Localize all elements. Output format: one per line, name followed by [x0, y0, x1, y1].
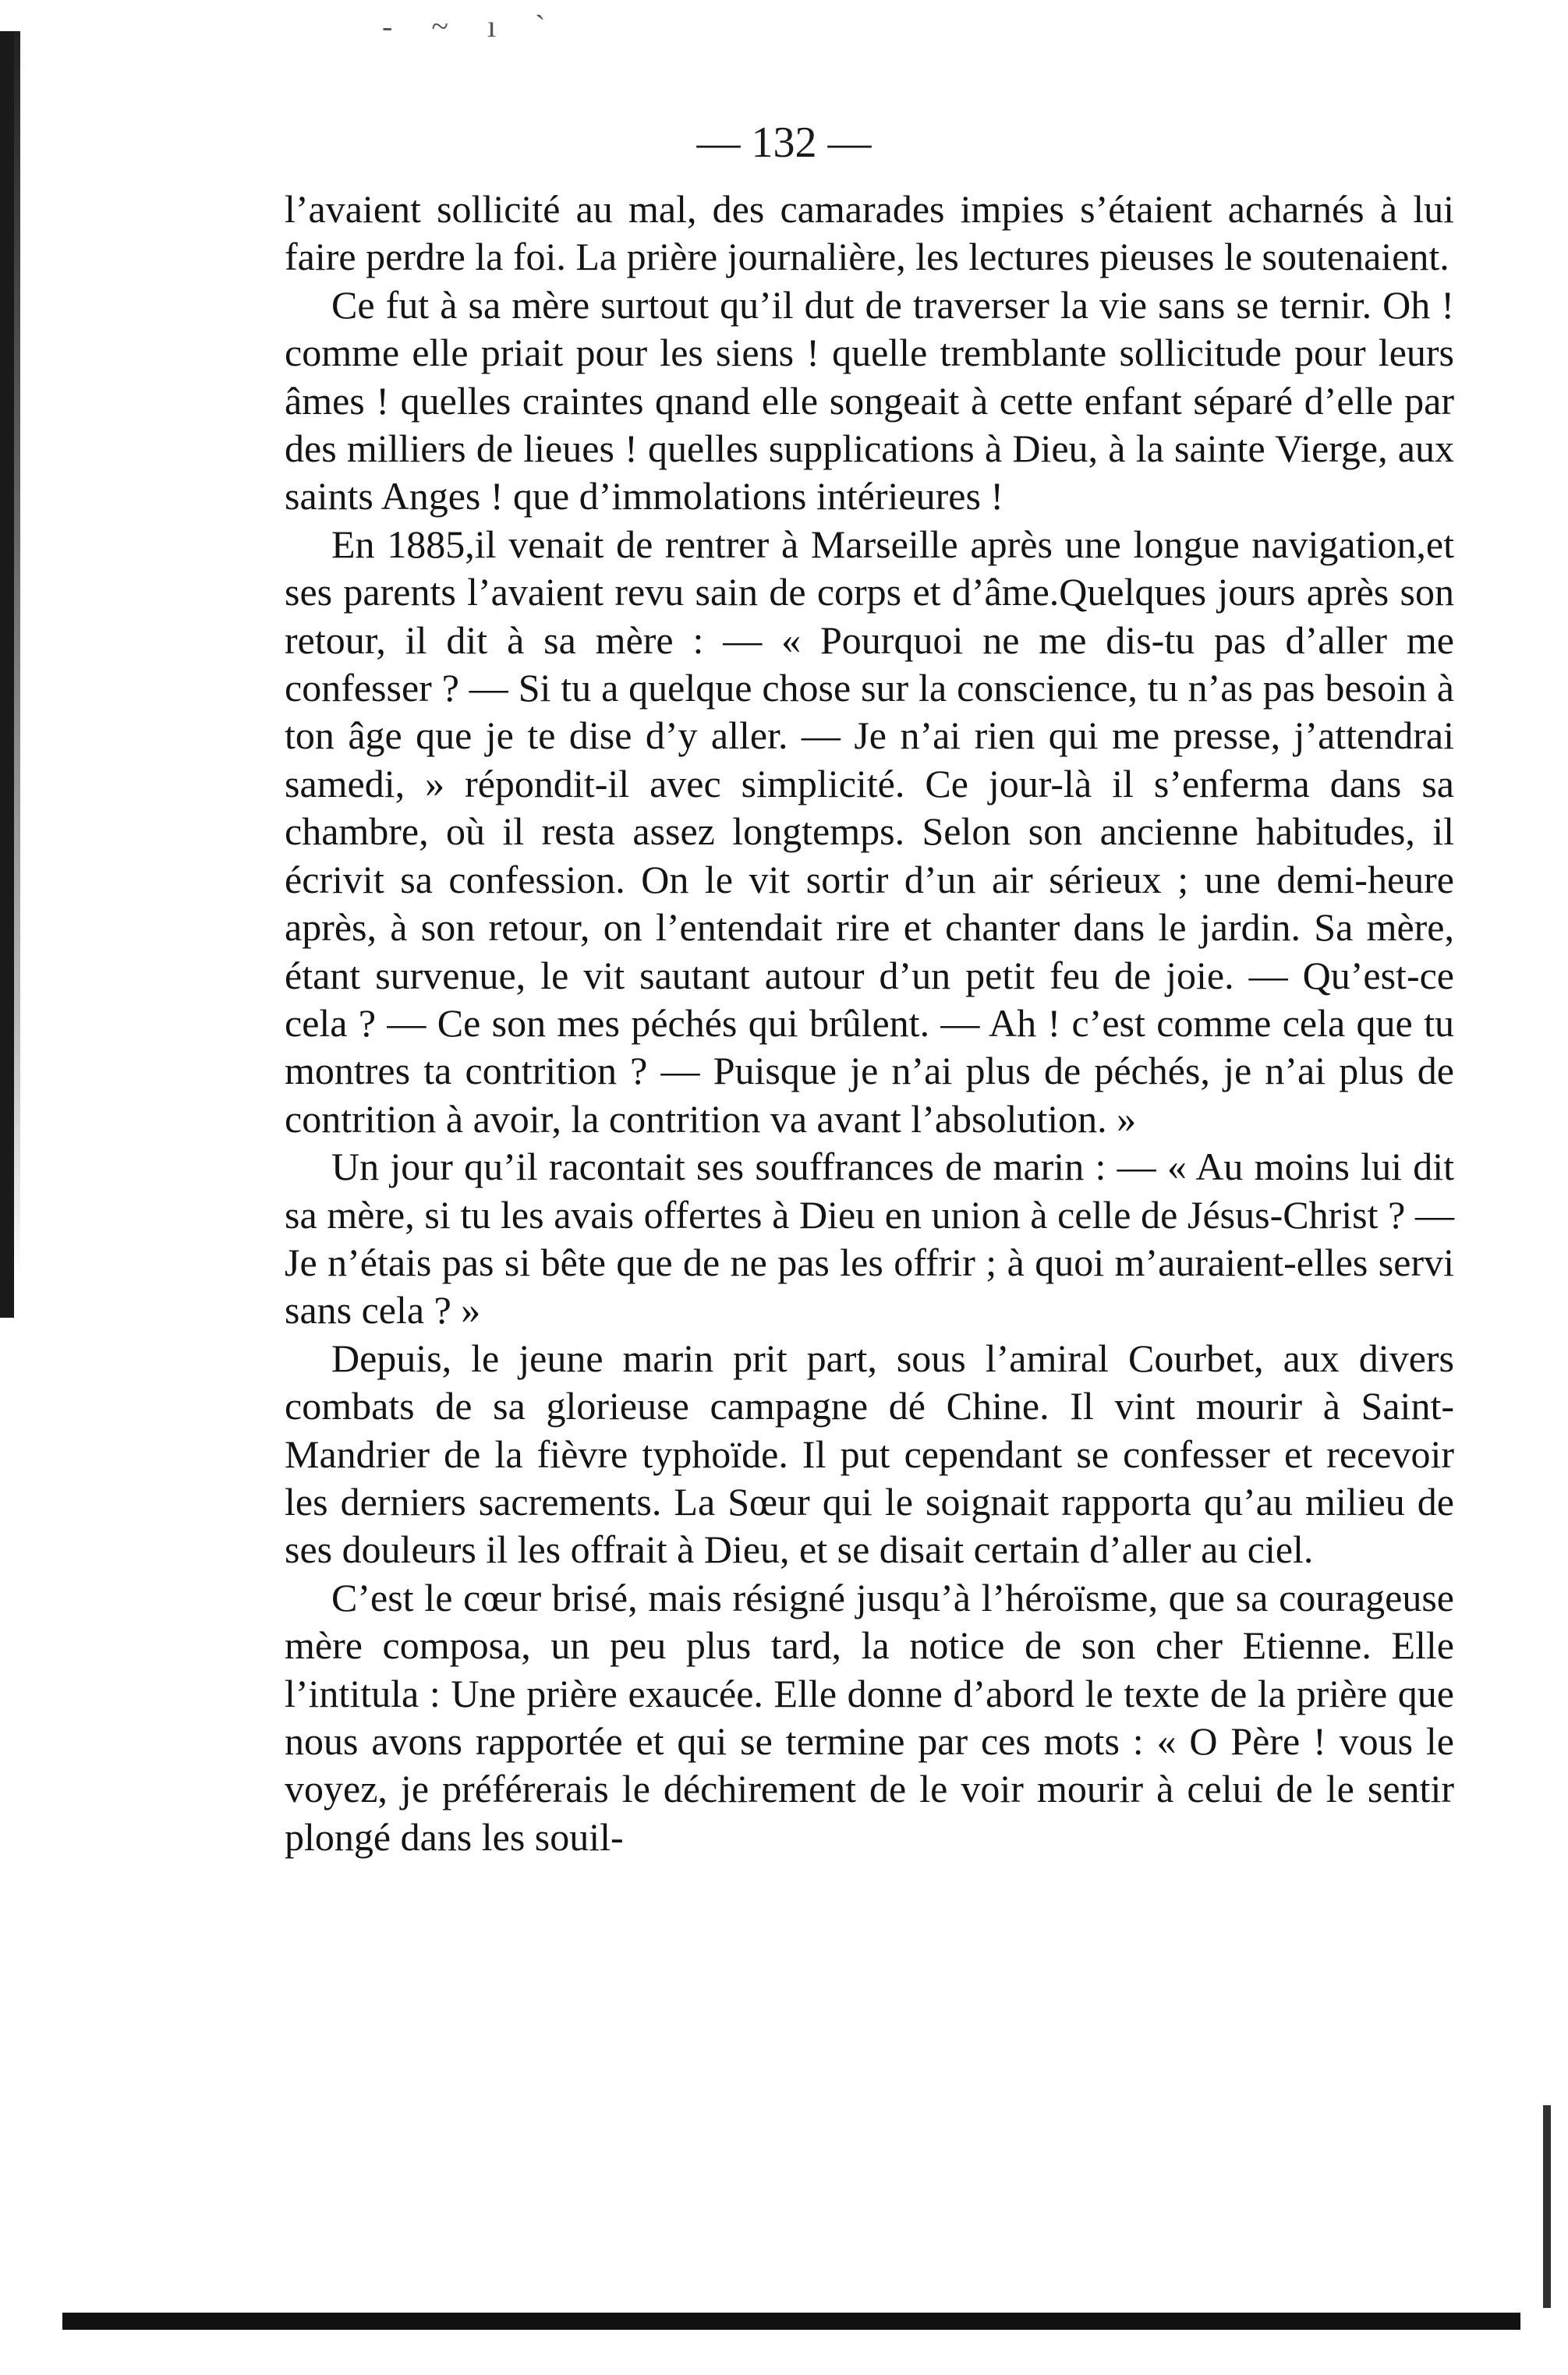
- bottom-rule: [62, 2313, 1520, 2330]
- paragraph: Ce fut à sa mère surtout qu’il dut de traverser la vie sans se ternir. Oh ! comme elle priait pour les siens ! quelle tremblante sollicitude pour leurs âmes ! quelles craintes qnand elle songeait à cette enfant séparé d’elle par des milliers de lieues ! quelles supplications à Dieu, à la sainte Vierge, aux saints Anges ! que d’immolations intérieures !: [285, 282, 1454, 519]
- body-text: [285, 186, 1454, 1861]
- paragraph: l’avaient sollicité au mal, des camarades impies s’étaient acharnés à lui faire perdre la foi. La prière journalière, les lectures pieuses le soutenaient.: [285, 187, 1454, 279]
- page-number: — 132 —: [696, 119, 872, 167]
- binding-shadow: [14, 31, 20, 1279]
- header-specks: - ~ ı ˋ: [382, 9, 561, 44]
- paragraph: C’est le cœur brisé, mais résigné jusqu’à l’héroïsme, que sa courageuse mère composa, un peu plus tard, la notice de son cher Etienne. Elle l’intitula : Une prière exaucée. Elle donne d’abord le texte de la prière que nous avons rapportée et qui se termine par ces mots : « O Père ! vous le voyez, je préférerais le déchirement de le voir mourir à celui de le sentir plongé dans les souil-: [285, 1575, 1454, 1859]
- paragraph: En 1885,il venait de rentrer à Marseille après une longue navigation,et ses parents l’avaient revu sain de corps et d’âme.Quelques jours après son retour, il dit à sa mère : — « Pourquoi ne me dis-tu pas d’aller me confesser ? — Si tu a quelque chose sur la conscience, tu n’as pas besoin à ton âge que je te dise d’y aller. — Je n’ai rien qui me presse, j’attendrai samedi, » répondit-il avec simplicité. Ce jour-là il s’enferma dans sa chambre, où il resta assez longtemps. Selon son ancienne habitudes, il écrivit sa confession. On le vit sortir d’un air sérieux ; une demi-heure après, à son retour, on l’entendait rire et chanter dans le jardin. Sa mère, étant survenue, le vit sautant autour d’un petit feu de joie. — Qu’est-ce cela ? — Ce son mes péchés qui brûlent. — Ah ! c’est comme cela que tu montres ta contrition ? — Puisque je n’ai plus de péchés, je n’ai plus de contrition à avoir, la contrition va avant l’absolution. »: [285, 522, 1454, 1141]
- paragraph: Depuis, le jeune marin prit part, sous l’amiral Courbet, aux divers combats de sa glorieuse campagne dé Chine. Il vint mourir à Saint-Mandrier de la fièvre typhoïde. Il put cependant se confesser et recevoir les derniers sacrements. La Sœur qui le soignait rapporta qu’au milieu de ses douleurs il les offrait à Dieu, et se disait certain d’aller au ciel.: [285, 1336, 1454, 1572]
- paragraph: Un jour qu’il racontait ses souffrances de marin : — « Au moins lui dit sa mère, si tu les avais offertes à Dieu en union à celle de Jésus-Christ ? — Je n’étais pas si bête que de ne pas les offrir ; à quoi m’auraient-elles servi sans cela ? »: [285, 1145, 1454, 1333]
- page-edge-mark: [1543, 2105, 1551, 2308]
- binding-edge: [0, 31, 14, 1318]
